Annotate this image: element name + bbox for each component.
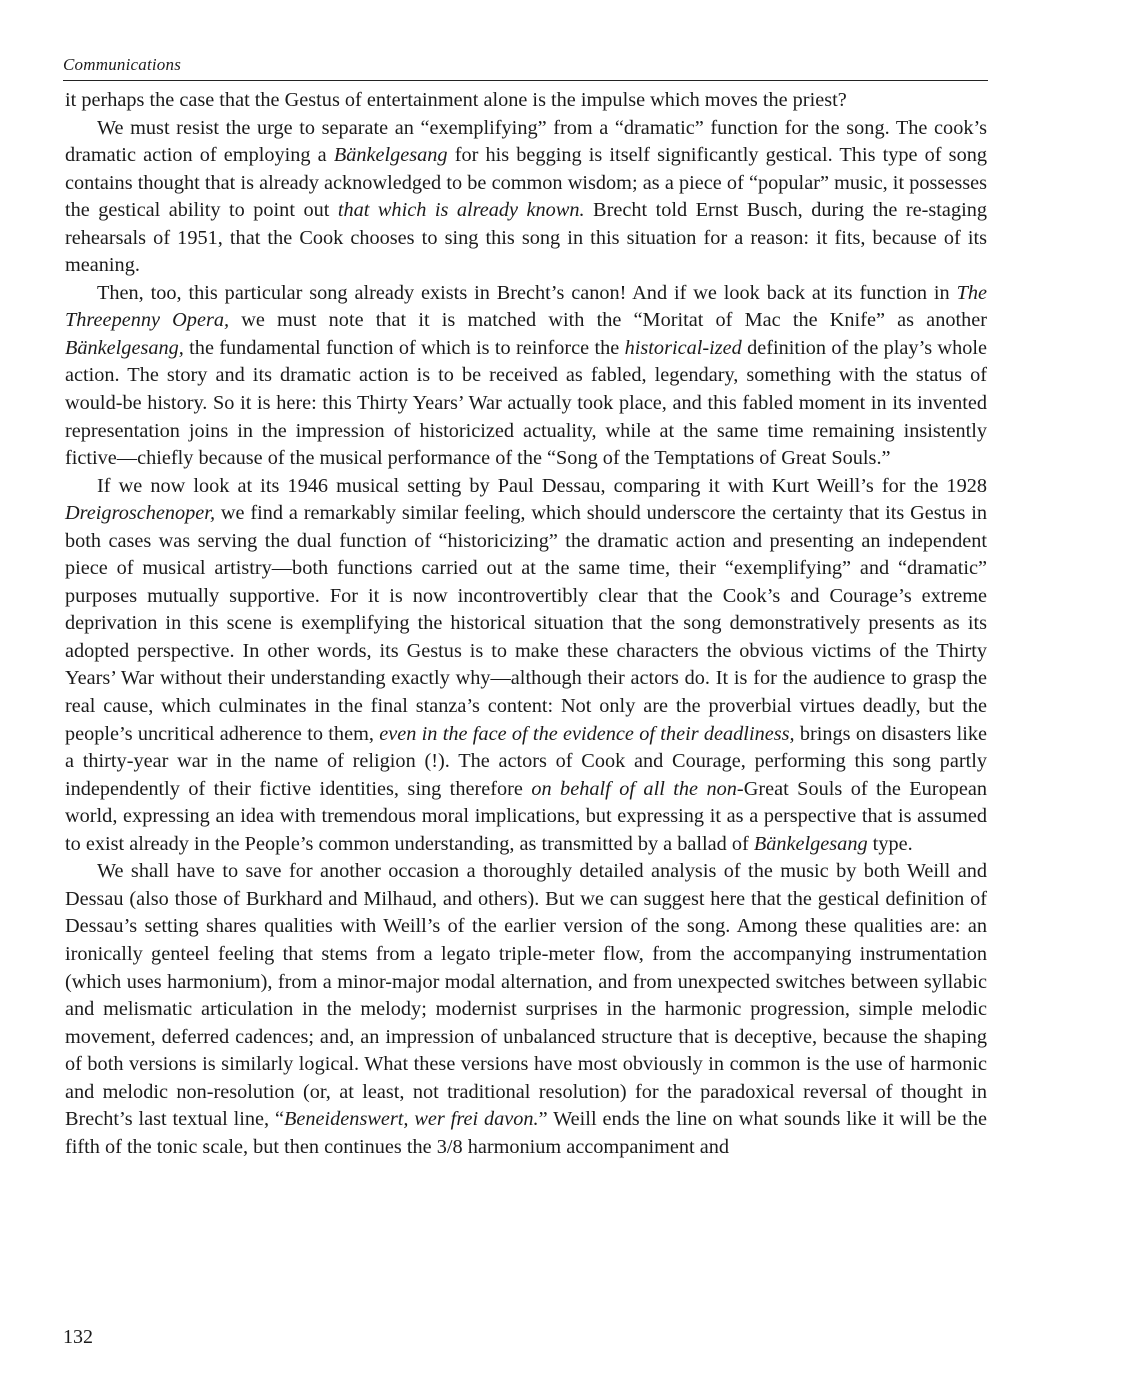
text-run: ” Weill ends the line on what sounds like it will be the fifth of the tonic scale, but then continues the 3/8 harmonium accompaniment and: [65, 1108, 987, 1158]
text-run: we find a remarkably similar feeling, which should underscore the certainty that its Gestus in both cases was serving the dual function of “historicizing” the dramatic action and presenting an independent piece of musical artistry—both functions carried out at the same time, their “exemplifying” and “dramatic” purposes mutually supportive. For it is now incontrovertibly clear that the Cook’s and Courage’s extreme deprivation in this scene is exemplifying the historical situation that the song demonstratively presents as its adopted perspective. In other words, its Gestus is to make these characters the obvious victims of the Thirty Years’ War without their understanding exactly why—although their actors do. It is for the audience to grasp the real cause, which culminates in the final stanza’s content: Not only are the proverbial virtues deadly, but the people’s uncritical adherence to them,: [65, 502, 987, 745]
italic-run: historical-ized: [624, 336, 742, 359]
italic-run: The Threepenny Opera,: [65, 281, 987, 332]
text-run: Brecht told Ernst Busch, during the re-staging rehearsals of 1951, that the Cook chooses to sing this song in this situation for a reason: it fits, because of its meaning.: [65, 199, 987, 277]
paragraph-4: [65, 473, 987, 859]
body-text: [65, 87, 987, 1161]
paragraph-2: [65, 115, 987, 280]
italic-run: even in the face of the evidence of their deadliness,: [379, 722, 795, 745]
text-run: definition of the play’s whole action. The story and its dramatic action is to be received as fabled, legendary, something with the status of would-be history. So it is here: this Thirty Years’ War actually took place, and this fabled moment in its invented representation joins in the impression of historicized actuality, while at the same time remaining insistently fictive—chiefly because of the musical performance of the “Song of the Temptations of Great Souls.”: [65, 336, 987, 470]
text-run: the fundamental function of which is to reinforce the: [183, 336, 625, 359]
text-run: brings on disasters like a thirty-year war in the name of religion (!). The actors of Cook and Courage, performing this song partly independently of their fictive identities, sing therefore: [65, 722, 987, 800]
italic-run: that which is already known.: [337, 199, 585, 222]
paragraph-5: [65, 858, 987, 1161]
text-run: for his begging is itself significantly gestical. This type of song contains thought that is already acknowledged to be common wisdom; as a piece of “popular” music, it possesses the gestical ability to point out: [65, 144, 987, 222]
paragraph-3: [65, 280, 987, 473]
text-run: We must resist the urge to separate an “exemplifying” from a “dramatic” function for the song. The cook’s dramatic action of employing a: [65, 116, 987, 167]
italic-run: Bänkelgesang: [333, 144, 448, 167]
italic-run: Bänkelgesang: [753, 832, 868, 855]
text-run: Then, too, this particular song already exists in Brecht’s canon! And if we look back at its function in: [97, 281, 957, 304]
text-run: we must note that it is matched with the “Moritat of Mac the Knife” as another: [229, 309, 988, 332]
text-run: If we now look at its 1946 musical setting by Paul Dessau, comparing it with Kurt Weill’s for the 1928: [97, 474, 987, 497]
text-run: We shall have to save for another occasion a thoroughly detailed analysis of the music by both Weill and Dessau (also those of Burkhard and Milhaud, and others). But we can suggest here that the gestical definition of Dessau’s setting shares qualities with Weill’s of the earlier version of the song. Among these qualities are: an ironically genteel feeling that stems from a legato triple-meter flow, from the accompanying instrumentation (which uses harmonium), from a minor-major modal alternation, and from unexpected switches between syllabic and melismatic articulation in the melody; modernist surprises in the harmonic progression, simple melodic movement, deferred cadences; and, an impression of unbalanced structure that is deceptive, because the shaping of both versions is similarly logical. What these versions have most obviously in common is the use of harmonic and melodic non-resolution (or, at least, not traditional resolution) for the paradoxical reversal of thought in Brecht’s last textual line, “: [65, 860, 987, 1131]
italic-run: on behalf of all the non-: [531, 777, 744, 800]
italic-run: Beneidenswert, wer frei davon.: [284, 1108, 539, 1131]
text-run: Great Souls of the European world, expressing an idea with tremendous moral implications, but expressing it as a perspective that is assumed to exist already in the People’s common understanding, as transmitted by a ballad of: [65, 777, 987, 855]
text-run: it perhaps the case that the Gestus of entertainment alone is the impulse which moves the priest?: [65, 89, 847, 111]
paragraph-1: [65, 87, 987, 115]
italic-run: Dreigroschenoper,: [65, 502, 216, 525]
running-head: Communications: [63, 55, 182, 74]
italic-run: Bänkelgesang,: [65, 336, 184, 359]
header-rule: [63, 80, 988, 81]
text-run: type.: [867, 832, 913, 855]
page-number: 132: [63, 1326, 93, 1348]
